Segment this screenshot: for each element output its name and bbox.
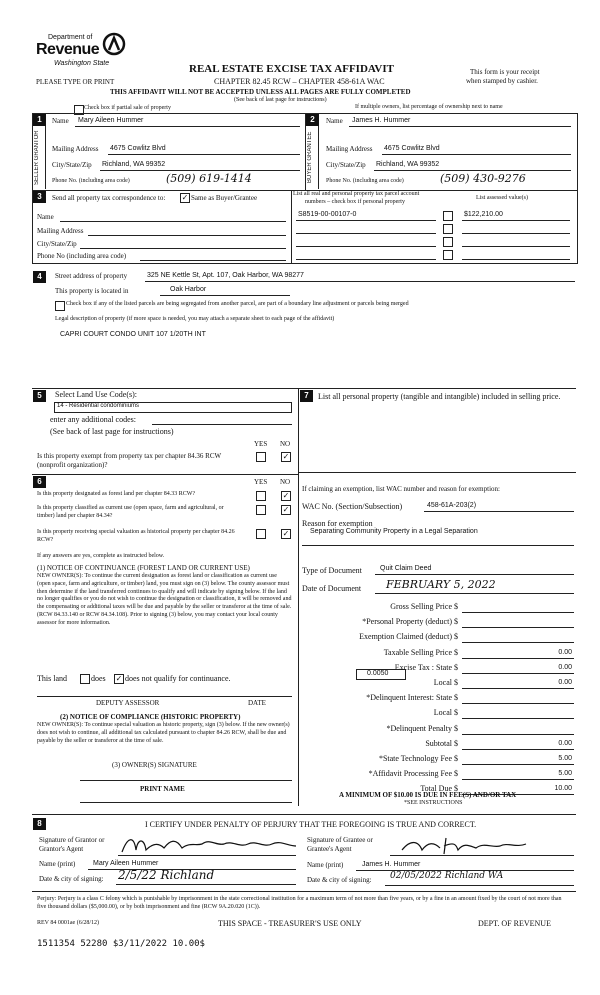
- assessed-header: List assessed value(s): [476, 195, 528, 201]
- fee-label: *Personal Property (deduct) $: [362, 617, 458, 627]
- grantor-name-label: Name (print): [39, 860, 76, 868]
- buyer-name[interactable]: James H. Hummer: [352, 117, 411, 124]
- segregated-checkbox[interactable]: [55, 301, 65, 311]
- personal-prop-checkbox-4[interactable]: [443, 250, 453, 260]
- local-rate-field[interactable]: [356, 669, 406, 680]
- fee-label: Exemption Claimed (deduct) $: [359, 632, 458, 642]
- notice1-body: NEW OWNER(S): To continue the current designation as forest land or classification as current use (open space, farm and agriculture, or timber) land, you must sign on (3) below. The county assessor must then determine if the land transferred continues to qualify and will indicate by signing below. If the land no longer qualifies or you do not wish to continue the designation or classification, it will be removed and the compensating or additional taxes will be due and payable by the seller or transferor at the time of sale. (RCW 84.33.140 or RCW 84.34.108). Prior to signing (3) below, you may contact your local county assessor for more information.: [37, 573, 292, 626]
- does-not-checkbox[interactable]: ✓: [115, 674, 123, 683]
- buyer-phone-label: Phone No. (including area code): [326, 178, 404, 184]
- landuse-code: 14 - Residential condominiums: [57, 403, 140, 409]
- seller-mail[interactable]: 4675 Cowlitz Blvd: [110, 145, 166, 152]
- wac-value[interactable]: 458-61A-203(2): [427, 502, 477, 509]
- form-title: REAL ESTATE EXCISE TAX AFFIDAVIT: [189, 63, 394, 75]
- if-any-text: If any answers are yes, complete as instructed below.: [37, 553, 165, 559]
- section-2-badge: 2: [306, 114, 319, 126]
- dept-name: Revenue: [36, 41, 100, 58]
- fee-value[interactable]: 0.00: [558, 739, 572, 747]
- this-land-label: This land: [37, 674, 67, 683]
- reason-value[interactable]: Separating Community Property in a Legal Separation: [310, 528, 478, 535]
- multiple-owners-note: If multiple owners, list percentage of ownership next to name: [355, 104, 503, 110]
- legal-value[interactable]: CAPRI COURT CONDO UNIT 107 1/20TH INT: [60, 331, 206, 338]
- fee-value[interactable]: 10.00: [554, 785, 572, 793]
- grantor-name[interactable]: Mary Aileen Hummer: [93, 860, 159, 867]
- located-label: This property is located in: [55, 287, 129, 295]
- q3-text: Is this property receiving special valuation as historical property per chapter 84.26 RCW?: [37, 529, 235, 543]
- receipt-2: when stamped by cashier.: [466, 77, 538, 85]
- located-value[interactable]: Oak Harbor: [170, 286, 207, 293]
- q1-text: Is this property designated as forest land per chapter 84.33 RCW?: [37, 491, 196, 497]
- send-label: Send all property tax correspondence to:: [52, 194, 166, 202]
- fee-value[interactable]: 0.00: [558, 648, 572, 656]
- q1-yes-checkbox[interactable]: [256, 491, 266, 501]
- s3-mail-label: Mailing Address: [37, 227, 84, 235]
- buyer-side-label: BUYER GRANTEE: [307, 131, 313, 184]
- buyer-city[interactable]: Richland, WA 99352: [376, 161, 440, 168]
- rev-number: REV 84 0001ae (6/28/12): [37, 920, 100, 926]
- fee-label: Taxable Selling Price $: [383, 647, 458, 657]
- print-name-label: PRINT NAME: [140, 785, 185, 793]
- same-as-checkbox[interactable]: ✓: [181, 193, 189, 202]
- s3-city-label: City/State/Zip: [37, 240, 77, 248]
- does-checkbox[interactable]: [80, 674, 90, 684]
- s6-yes: YES: [254, 478, 268, 486]
- section-7-badge: 7: [300, 390, 313, 402]
- q2-text: Is this property classified as current use (open space, farm and agricultural, or timber) land per chapter 84.34?: [37, 505, 224, 519]
- dept-footer: DEPT. OF REVENUE: [478, 919, 551, 928]
- type-label: Type of Document: [302, 566, 362, 575]
- fee-label: Excise Tax : State $: [394, 662, 458, 672]
- section-8-badge: 8: [33, 818, 46, 830]
- personal-prop-checkbox-1[interactable]: [443, 211, 453, 221]
- minimum-note: A MINIMUM OF $10.00 IS DUE IN FEE(S) AND/OR TAX: [339, 791, 517, 799]
- s3-name-label: Name: [37, 213, 54, 221]
- seller-name[interactable]: Mary Aileen Hummer: [78, 117, 144, 124]
- s3-phone-label: Phone No (including area code): [37, 252, 127, 260]
- buyer-city-label: City/State/Zip: [326, 161, 366, 169]
- fee-label: Local $: [433, 708, 458, 718]
- exempt-no-checkbox[interactable]: ✓: [282, 452, 290, 461]
- q2-yes-checkbox[interactable]: [256, 505, 266, 515]
- local-rate: 0.0050: [367, 670, 389, 677]
- legal-label: Legal description of property (if more space is needed, you may attach a separate sheet to each page of the affidavit): [55, 316, 335, 322]
- grantee-signature[interactable]: [400, 836, 530, 856]
- grantee-date[interactable]: 02/05/2022 Richland WA: [390, 871, 504, 881]
- see-back: (See back of last page for instructions): [234, 97, 327, 103]
- s5-no: NO: [280, 440, 291, 448]
- q1-no-checkbox[interactable]: ✓: [282, 491, 290, 500]
- dor-emblem-icon: [102, 32, 126, 56]
- buyer-name-label: Name: [326, 117, 343, 125]
- parcel-number[interactable]: S8519-00-00107-0: [298, 211, 357, 218]
- fee-label: Subtotal $: [425, 738, 458, 748]
- exempt-question: Is this property exempt from property tax per chapter 84.36 RCW (nonprofit organization)?: [37, 452, 221, 469]
- claim-label: If claiming an exemption, list WAC number and reason for exemption:: [302, 485, 500, 493]
- exempt-yes-checkbox[interactable]: [256, 452, 266, 462]
- street-label: Street address of property: [55, 272, 128, 280]
- certify-text: I CERTIFY UNDER PENALTY OF PERJURY THAT THE FOREGOING IS TRUE AND CORRECT.: [145, 820, 477, 829]
- fee-label: *State Technology Fee $: [378, 754, 458, 763]
- parcel-header-2: numbers – check box if personal property: [305, 199, 405, 205]
- does-label: does: [91, 674, 106, 683]
- seller-phone[interactable]: (509) 619-1414: [166, 172, 252, 185]
- please-type: PLEASE TYPE OR PRINT: [36, 78, 115, 86]
- partial-sale-label: Check box if partial sale of property: [84, 105, 171, 111]
- fee-label: Total Due $: [420, 784, 458, 794]
- seller-phone-label: Phone No. (including area code): [52, 178, 130, 184]
- seller-mail-label: Mailing Address: [52, 145, 99, 153]
- section-4-badge: 4: [33, 271, 46, 283]
- parcel-header-1: List all real and personal property tax parcel account: [293, 191, 420, 197]
- doc-date-label: Date of Document: [302, 584, 362, 593]
- grantor-date[interactable]: 2/5/22 Richland: [118, 868, 215, 882]
- seller-city-label: City/State/Zip: [52, 161, 92, 169]
- fee-label: *Affidavit Processing Fee $: [368, 769, 458, 779]
- notice2-body: NEW OWNER(S): To continue special valuation as historic property, sign (3) below. If the new owner(s) does not wish to continue, all additional tax calculated pursuant to chapter 84.26 RCW, shall be due and payable by the seller or transferor at the time of sale.: [37, 722, 290, 744]
- notice2-title: (2) NOTICE OF COMPLIANCE (HISTORIC PROPERTY): [60, 713, 241, 721]
- s6-no: NO: [280, 478, 291, 486]
- fee-label: *Delinquent Penalty $: [386, 723, 458, 733]
- s5-yes: YES: [254, 440, 268, 448]
- fee-value[interactable]: 0.00: [558, 663, 572, 671]
- fee-value[interactable]: 0.00: [558, 679, 572, 686]
- dept-line: Department of: [48, 34, 93, 41]
- section-1-badge: 1: [33, 114, 46, 126]
- seller-city[interactable]: Richland, WA 99352: [102, 161, 166, 168]
- seller-name-label: Name: [52, 117, 69, 125]
- notice1-title: (1) NOTICE OF CONTINUANCE (FOREST LAND OR CURRENT USE): [37, 564, 250, 572]
- warning-line: THIS AFFIDAVIT WILL NOT BE ACCEPTED UNLESS ALL PAGES ARE FULLY COMPLETED: [110, 88, 411, 96]
- doc-date-value[interactable]: FEBRUARY 5, 2022: [386, 578, 496, 591]
- grantee-sig-label: Signature of Grantee or Grantee's Agent: [307, 836, 373, 853]
- grantee-name[interactable]: James H. Hummer: [362, 861, 421, 868]
- fee-label: Local $: [433, 678, 458, 687]
- personal-prop-label: List all personal property (tangible and intangible) included in selling price.: [318, 392, 561, 401]
- deputy-assessor: DEPUTY ASSESSOR: [96, 699, 160, 707]
- wac-label: WAC No. (Section/Subsection): [302, 502, 403, 511]
- section-5-badge: 5: [33, 390, 46, 402]
- grantor-sig-label: Signature of Grantor or Grantor's Agent: [39, 836, 105, 853]
- state-name: Washington State: [54, 60, 110, 67]
- landuse-code-field[interactable]: [54, 402, 292, 413]
- deputy-date: DATE: [248, 699, 266, 707]
- personal-prop-checkbox-3[interactable]: [443, 237, 453, 247]
- fee-value[interactable]: 5.00: [558, 770, 572, 778]
- select-landuse-label: Select Land Use Code(s):: [55, 390, 137, 399]
- chapter-line: CHAPTER 82.45 RCW – CHAPTER 458-61A WAC: [214, 77, 385, 86]
- fee-label: Gross Selling Price $: [390, 602, 458, 611]
- buyer-phone[interactable]: (509) 430-9276: [440, 172, 526, 185]
- personal-prop-checkbox-2[interactable]: [443, 224, 453, 234]
- perjury-text: Perjury: Perjury is a class C felony which is punishable by imprisonment in the state correctional institution for a maximum term of not more than five years, or by a fine in an amount fixed by the court of not more than five thousand dollars ($5,000.00), or by both imprisonment and fine (RCW 9A.20.020 (1C)).: [37, 896, 562, 910]
- segregated-label: Check box if any of the listed parcels are being segregated from another parcel, are part of a boundary line adjustment or parcels being merged: [66, 301, 409, 307]
- seller-side-label: SELLER GRANTOR: [34, 130, 40, 185]
- enter-any-label: enter any additional codes:: [50, 415, 136, 424]
- treasurer-note: THIS SPACE - TREASURER'S USE ONLY: [218, 919, 362, 928]
- buyer-mail[interactable]: 4675 Cowlitz Blvd: [384, 145, 440, 152]
- owner-signature-label: (3) OWNER(S) SIGNATURE: [112, 761, 197, 769]
- type-value[interactable]: Quit Claim Deed: [380, 565, 432, 572]
- see-instructions: *SEE INSTRUCTIONS: [404, 800, 463, 806]
- q2-no-checkbox[interactable]: ✓: [282, 505, 290, 514]
- does-not-label: does not qualify for continuance.: [125, 674, 231, 683]
- section-6-badge: 6: [33, 476, 46, 488]
- section-3-badge: 3: [33, 191, 46, 203]
- grantee-date-label: Date & city of signing:: [307, 876, 372, 884]
- s5-see-back: (See back of last page for instructions): [50, 427, 174, 436]
- assessed-value[interactable]: $122,210.00: [464, 211, 503, 218]
- cashier-stamp: 1511354 52280 $3/11/2022 10.00$: [37, 939, 205, 949]
- reason-label: Reason for exemption: [302, 519, 373, 528]
- grantee-name-label: Name (print): [307, 861, 344, 869]
- street-value[interactable]: 325 NE Kettle St, Apt. 107, Oak Harbor, WA 98277: [147, 272, 304, 279]
- q3-yes-checkbox[interactable]: [256, 529, 266, 539]
- fee-label: *Delinquent Interest: State $: [366, 693, 458, 703]
- grantor-date-label: Date & city of signing:: [39, 875, 104, 883]
- q3-no-checkbox[interactable]: ✓: [282, 529, 290, 538]
- buyer-mail-label: Mailing Address: [326, 145, 373, 153]
- fee-value[interactable]: 5.00: [558, 755, 572, 762]
- receipt-1: This form is your receipt: [470, 68, 540, 76]
- dor-logo: [36, 34, 136, 74]
- same-as-label: Same as Buyer/Grantee: [191, 194, 258, 202]
